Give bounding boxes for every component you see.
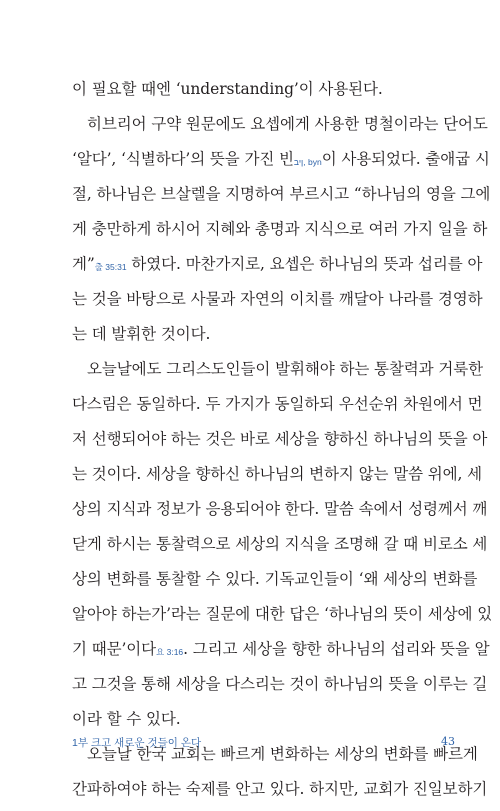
text-run: ‘알다’, ‘식별하다’의 뜻을 가진 빈 (72, 150, 294, 168)
text-run: 고 그것을 통해 세상을 다스리는 것이 하나님의 뜻을 이루는 길 (72, 675, 488, 693)
text-run: 게” (72, 255, 95, 273)
text-run: 이 필요할 때엔 ‘understanding’이 사용된다. (72, 80, 383, 98)
text-line (72, 216, 488, 251)
text-line (72, 776, 488, 811)
text-run: 기 때문’이다 (72, 640, 157, 658)
text-run: 히브리어 구약 원문에도 요셉에게 사용한 명철이라는 단어도 (87, 115, 488, 133)
text-run: . 그리고 세상을 향한 하나님의 섭리와 뜻을 알 (183, 640, 490, 658)
text-run: 이라 할 수 있다. (72, 710, 181, 728)
text-line (72, 286, 483, 321)
text-run: 하였다. 마찬가지로, 요셉은 하나님의 뜻과 섭리를 아 (126, 255, 483, 273)
running-footer (72, 735, 455, 753)
text-line (72, 181, 491, 216)
scripture-reference: ןיב, byn (293, 157, 322, 167)
text-line (72, 496, 488, 531)
scripture-reference: 요 3:16 (156, 647, 184, 657)
text-run: 게 충만하게 하시어 지혜와 총명과 지식으로 여러 가지 일을 하 (72, 220, 488, 238)
scripture-reference: 출 35:31 (94, 262, 127, 272)
text-run: 상의 변화를 통찰할 수 있다. 기독교인들이 ‘왜 세상의 변화를 (72, 570, 478, 588)
text-line (72, 601, 493, 636)
body-text (72, 76, 493, 811)
chapter-title: 1부 크고 새로운 것들이 온다 (72, 737, 202, 749)
page-number: 43 (441, 735, 455, 748)
text-run: 는 데 발휘한 것이다. (72, 325, 211, 343)
text-line (72, 111, 488, 146)
text-line (72, 461, 483, 496)
text-run: 닫게 하시는 통찰력으로 세상의 지식을 조명해 갈 때 비로소 세 (72, 535, 488, 553)
text-run: 다스림은 동일하다. 두 가지가 동일하되 우선순위 차원에서 먼 (72, 395, 483, 413)
text-run: 오늘날 한국 교회는 빠르게 변화하는 세상의 변화를 빠르게 (87, 745, 478, 763)
text-run: 오늘날에도 그리스도인들이 발휘해야 하는 통찰력과 거룩한 (87, 360, 483, 378)
text-run: 저 선행되어야 하는 것은 바로 세상을 향하신 하나님의 뜻을 아 (72, 430, 488, 448)
text-line (72, 426, 488, 461)
text-run: 이 사용되었다. 출애굽 시 (321, 150, 490, 168)
text-run: 간파하여야 하는 숙제를 안고 있다. 하지만, 교회가 진일보하기 (72, 780, 488, 798)
text-line (72, 566, 478, 601)
text-line (72, 146, 490, 181)
text-line (72, 671, 488, 706)
text-line (72, 636, 490, 671)
text-line (72, 251, 483, 286)
text-run: 절, 하나님은 브살렐을 지명하여 부르시고 “하나님의 영을 그에 (72, 185, 491, 203)
text-run: 는 것을 바탕으로 사물과 자연의 이치를 깨달아 나라를 경영하 (72, 290, 483, 308)
text-run: 는 것이다. 세상을 향하신 하나님의 변하지 않는 말씀 위에, 세 (72, 465, 483, 483)
text-run: 상의 지식과 정보가 응용되어야 한다. 말씀 속에서 성령께서 깨 (72, 500, 488, 518)
text-line (72, 391, 483, 426)
text-line (72, 356, 483, 391)
text-run: 알아야 하는가’라는 질문에 대한 답은 ‘하나님의 뜻이 세상에 있 (72, 605, 493, 623)
text-line (72, 321, 455, 356)
text-line (72, 76, 455, 111)
text-line (72, 531, 488, 566)
